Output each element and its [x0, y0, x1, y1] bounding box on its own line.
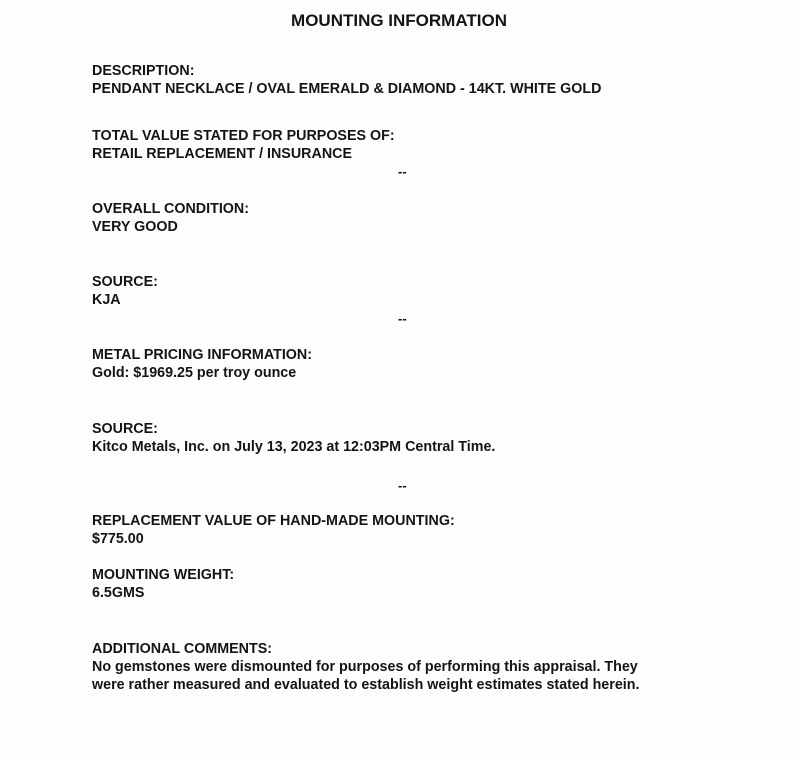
source-value: KJA [92, 292, 121, 308]
separator: -- [398, 311, 407, 326]
total-value-value: RETAIL REPLACEMENT / INSURANCE [92, 146, 353, 162]
comments-line-2: were rather measured and evaluated to establish weight estimates stated herein. [92, 677, 640, 693]
replacement-value-label: REPLACEMENT VALUE OF HAND-MADE MOUNTING: [92, 513, 455, 529]
metal-pricing-label: METAL PRICING INFORMATION: [92, 347, 312, 363]
page-title: MOUNTING INFORMATION [291, 11, 507, 30]
total-value-label: TOTAL VALUE STATED FOR PURPOSES OF: [92, 128, 395, 144]
comments-label: ADDITIONAL COMMENTS: [92, 641, 273, 657]
weight-value: 6.5GMS [92, 585, 145, 601]
condition-label: OVERALL CONDITION: [92, 201, 250, 217]
weight-label: MOUNTING WEIGHT: [92, 567, 235, 583]
source-label: SOURCE: [92, 274, 158, 290]
pricing-source-value: Kitco Metals, Inc. on July 13, 2023 at 12:03PM Central Time. [92, 439, 496, 455]
pricing-source-label: SOURCE: [92, 421, 158, 437]
separator: -- [398, 478, 407, 493]
separator: -- [398, 164, 407, 179]
comments-line-1: No gemstones were dismounted for purposes of performing this appraisal. They [92, 659, 638, 675]
description-label: DESCRIPTION: [92, 63, 195, 79]
replacement-value-amount: $775.00 [92, 531, 144, 547]
description-value: PENDANT NECKLACE / OVAL EMERALD & DIAMOND - 14KT. WHITE GOLD [92, 81, 602, 97]
condition-value: VERY GOOD [92, 219, 178, 235]
metal-pricing-value: Gold: $1969.25 per troy ounce [92, 365, 297, 381]
